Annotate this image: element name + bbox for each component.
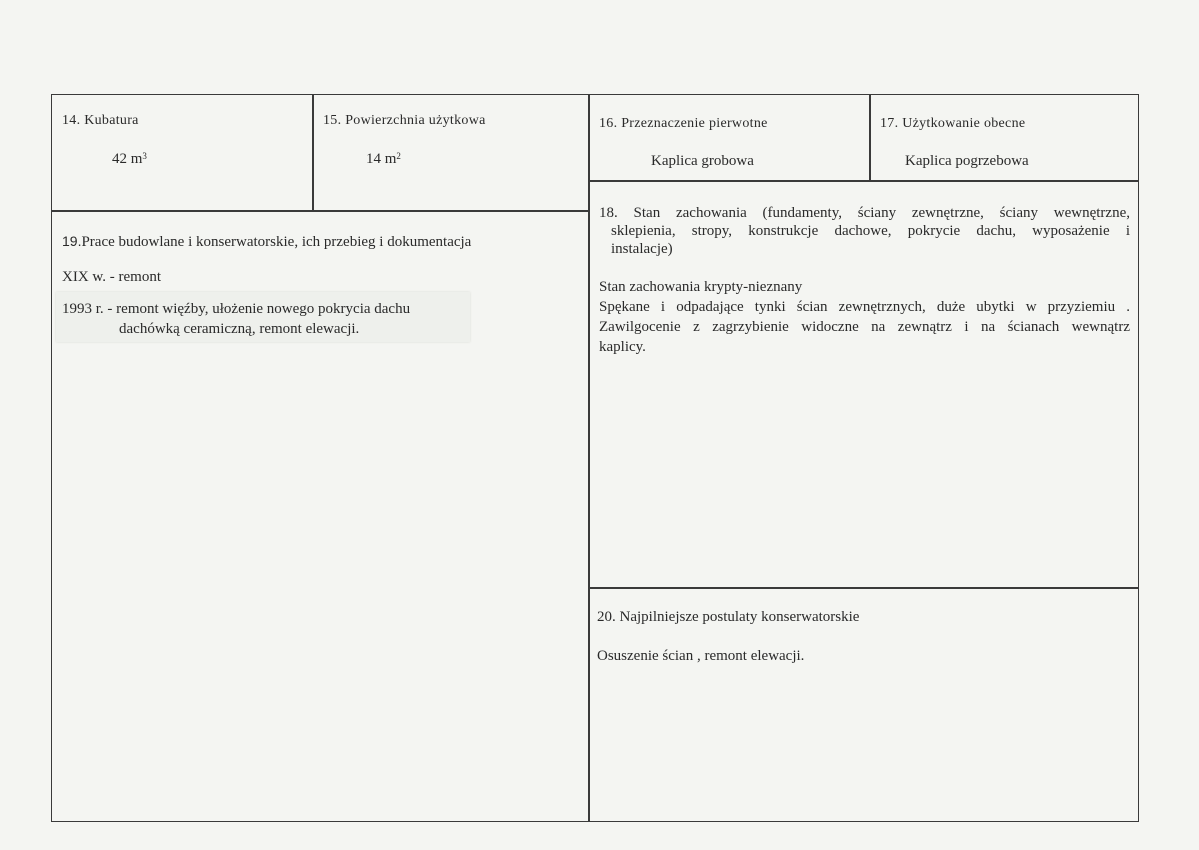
powierzchnia-label: 15. Powierzchnia użytkowa <box>323 113 486 128</box>
przeznaczenie-label: 16. Przeznaczenie pierwotne <box>599 116 768 131</box>
uzytkowanie-label: 17. Użytkowanie obecne <box>880 116 1026 131</box>
stan-zachowania-label-line1: 18. Stan zachowania (fundamenty, ściany zewnętrzne, ściany wewnętrzne, <box>599 205 1130 221</box>
divider-14-15 <box>312 94 314 211</box>
stan-zawilgocenie-text: Zawilgocenie z zagrzybienie widoczne na zewnątrz i na ścianach wewnątrz <box>599 319 1130 335</box>
kubatura-unit-sup: 3 <box>142 151 147 161</box>
stan-kaplicy-text: kaplicy. <box>599 339 646 355</box>
stan-zachowania-label-line3: instalacje) <box>611 241 673 257</box>
kubatura-value <box>112 150 147 168</box>
prace-label <box>62 232 471 251</box>
postulaty-text: Osuszenie ścian , remont elewacji. <box>597 648 805 664</box>
center-divider <box>588 94 590 822</box>
kubatura-label: 14. Kubatura <box>62 113 139 128</box>
prace-entry-xix: XIX w. - remont <box>62 269 162 285</box>
divider-16-17 <box>869 94 871 181</box>
stan-krypty-text: Stan zachowania krypty-nieznany <box>599 279 803 295</box>
powierzchnia-number: 14 m <box>366 151 397 167</box>
divider-20 <box>588 587 1139 589</box>
prace-label-number: 19. <box>62 233 82 249</box>
divider-top-left <box>51 210 589 212</box>
postulaty-label: 20. Najpilniejsze postulaty konserwatorskie <box>597 609 860 625</box>
stan-zachowania-label-line2: sklepienia, stropy, konstrukcje dachowe, pokrycie dachu, wyposażenie i <box>611 223 1130 239</box>
powierzchnia-value <box>366 150 401 168</box>
divider-top-right <box>588 180 1139 182</box>
powierzchnia-unit-sup: 2 <box>396 151 401 161</box>
stan-tynki-text: Spękane i odpadające tynki ścian zewnętrznych, duże ubytki w przyziemiu . <box>599 299 1130 315</box>
prace-label-text: Prace budowlane i konserwatorskie, ich przebieg i dokumentacja <box>81 234 472 250</box>
uzytkowanie-value: Kaplica pogrzebowa <box>905 153 1029 169</box>
kubatura-number: 42 m <box>112 151 143 167</box>
prace-entry-1993-line1: 1993 r. - remont więźby, ułożenie nowego pokrycia dachu <box>62 301 411 317</box>
przeznaczenie-value: Kaplica grobowa <box>651 153 754 169</box>
prace-entry-1993-line2: dachówką ceramiczną, remont elewacji. <box>119 321 360 337</box>
